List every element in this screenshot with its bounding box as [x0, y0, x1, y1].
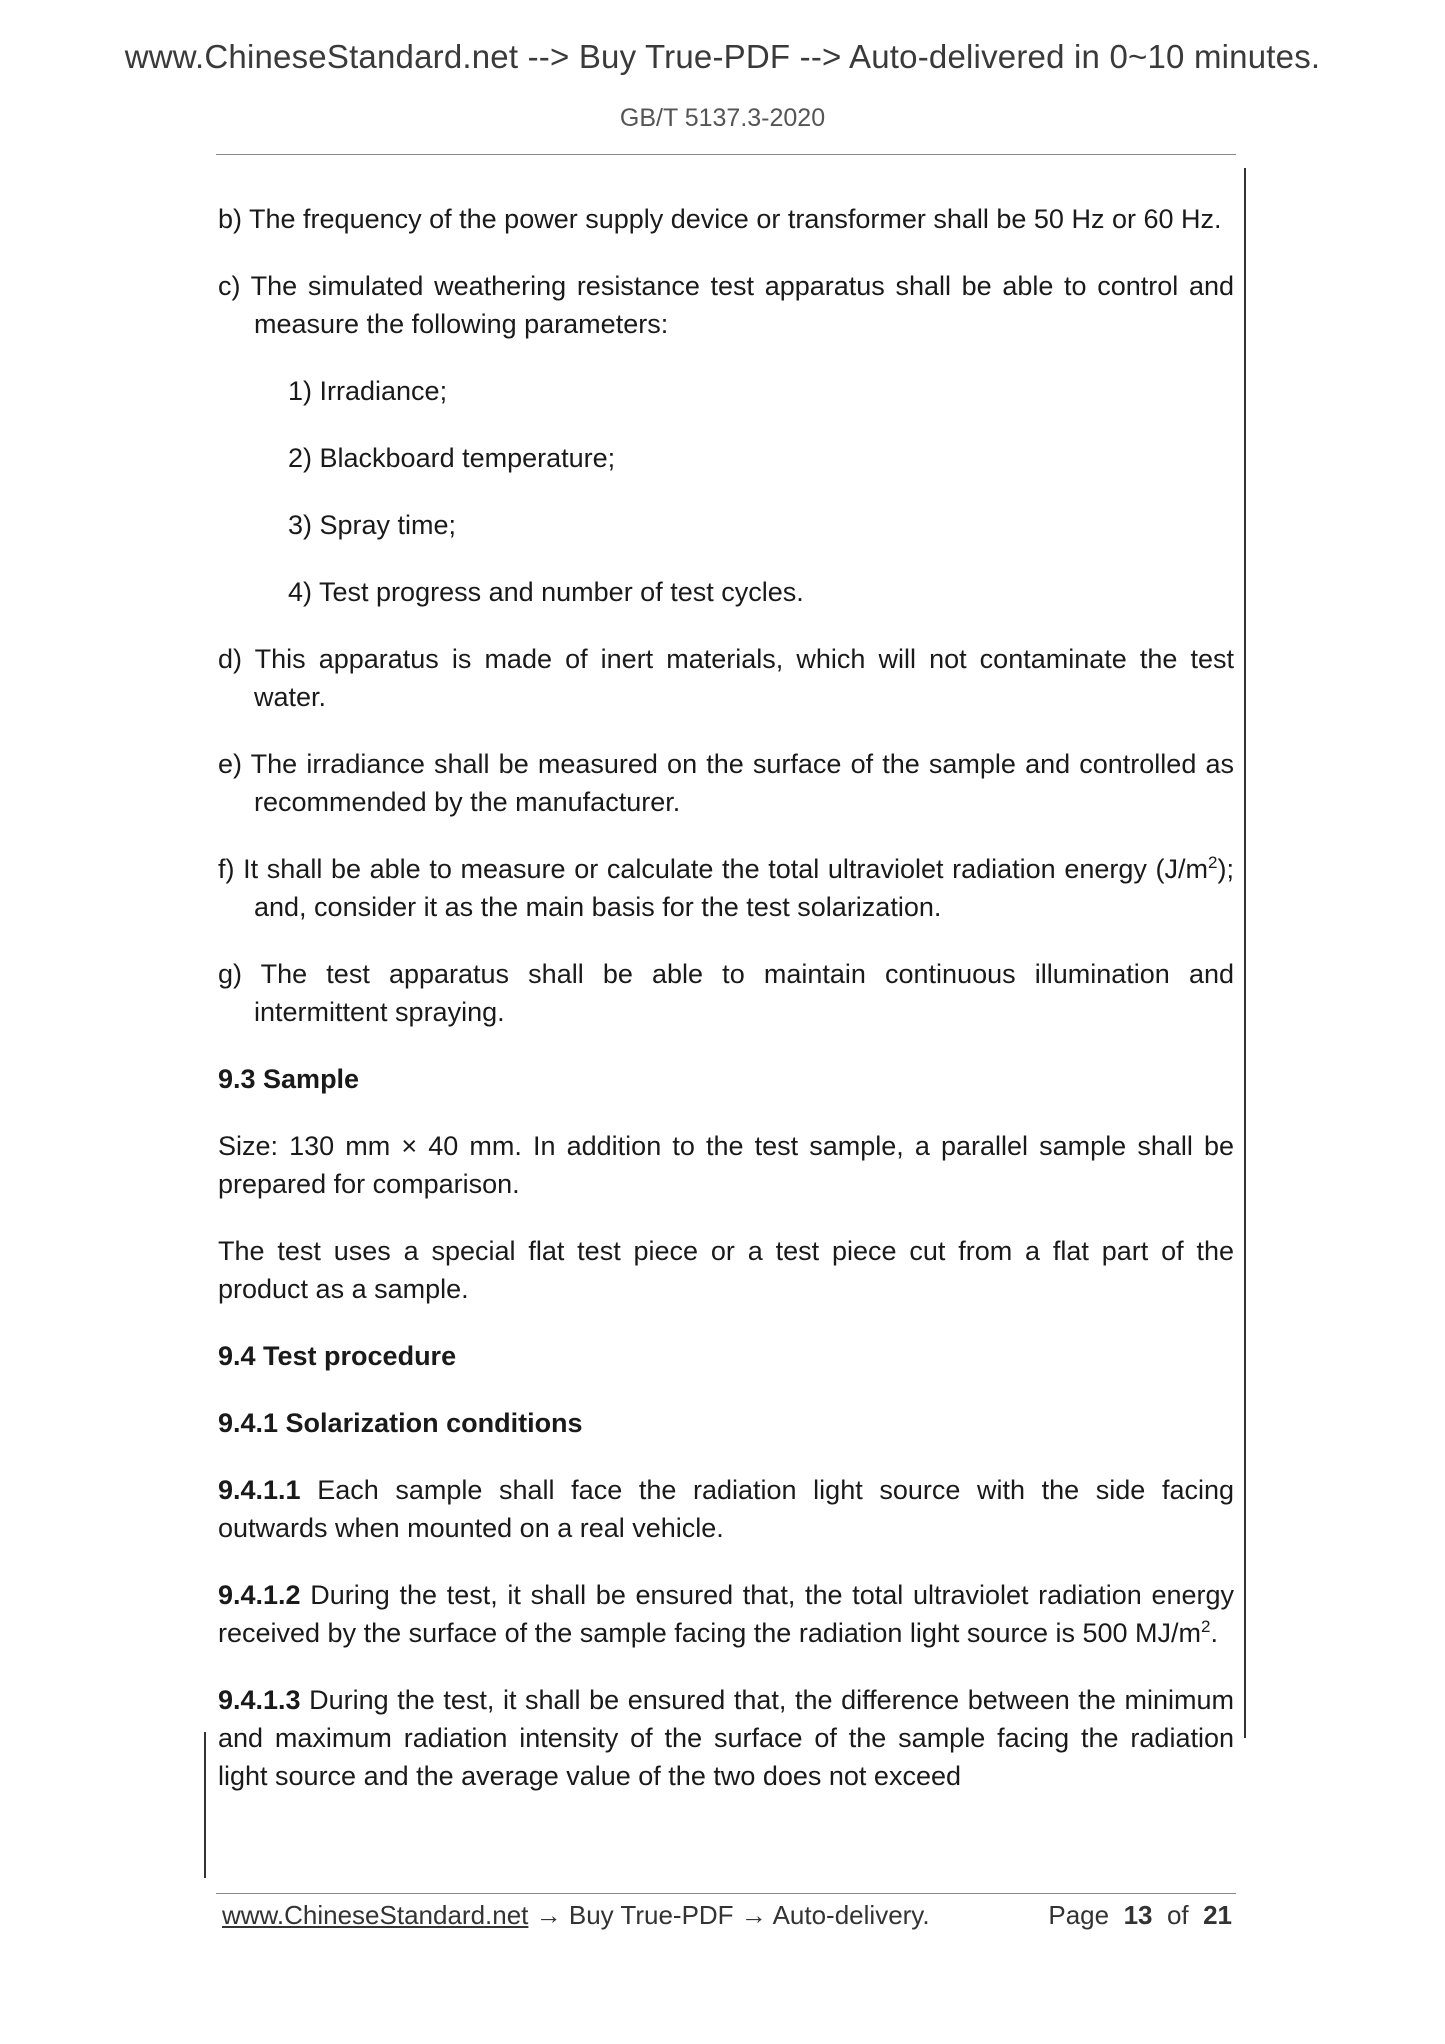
- clause-number: 9.4.1.2: [218, 1580, 301, 1610]
- clause-text: During the test, it shall be ensured that, the total ultraviolet radiation energy received by the surface of the sample facing the radiation light source is 500 MJ/m: [218, 1580, 1234, 1648]
- standard-number: GB/T 5137.3-2020: [619, 104, 826, 132]
- footer-buy-text: → Buy True-PDF → Auto-delivery.: [528, 1900, 930, 1930]
- list-item-d: d) This apparatus is made of inert materials, which will not contaminate the test water.: [218, 644, 1234, 712]
- heading-9-4-1: 9.4.1 Solarization conditions: [218, 1408, 583, 1438]
- clause-text: During the test, it shall be ensured that, the difference between the minimum and maximum radiation intensity of the surface of the sample facing the radiation light source and the average value of the two does not exceed: [218, 1685, 1234, 1791]
- item-f-text: f) It shall be able to measure or calculate the total ultraviolet radiation energy (J/m: [218, 854, 1209, 884]
- top-banner: www.ChineseStandard.net --> Buy True-PDF --> Auto-delivered in 0~10 minutes.: [124, 38, 1321, 75]
- list-item-c: c) The simulated weathering resistance test apparatus shall be able to control and measure the following parameters:: [218, 271, 1234, 339]
- sub-item-4: 4) Test progress and number of test cycles.: [288, 577, 804, 607]
- clause-text: Each sample shall face the radiation light source with the side facing outwards when mounted on a real vehicle.: [218, 1475, 1234, 1543]
- list-item-e: e) The irradiance shall be measured on the surface of the sample and controlled as recommended by the manufacturer.: [218, 749, 1234, 817]
- list-item-f: [218, 850, 1234, 926]
- page-body: [218, 200, 1234, 1824]
- footer-divider: [216, 1893, 1236, 1894]
- header-divider: [216, 154, 1236, 155]
- heading-9-3: 9.3 Sample: [218, 1064, 360, 1094]
- clause-superscript: 2: [1201, 1617, 1211, 1636]
- sub-item-1: 1) Irradiance;: [288, 376, 448, 406]
- page-total: 21: [1203, 1900, 1232, 1930]
- sub-item-3: 3) Spray time;: [288, 510, 457, 540]
- sub-item-2: 2) Blackboard temperature;: [288, 443, 616, 473]
- item-f-text-end: ); and, consider it as the main basis for the test solarization.: [254, 854, 1234, 922]
- footer-site-link[interactable]: www.ChineseStandard.net: [222, 1900, 529, 1930]
- clause-9-4-1-2: [218, 1576, 1234, 1652]
- clause-number: 9.4.1.3: [218, 1685, 301, 1715]
- clause-9-4-1-1: [218, 1471, 1234, 1547]
- change-bar-left: [204, 1732, 206, 1878]
- page-current: 13: [1123, 1900, 1153, 1930]
- heading-9-4: 9.4 Test procedure: [218, 1341, 457, 1371]
- clause-text-end: .: [1210, 1618, 1218, 1648]
- paragraph-flat-piece: The test uses a special flat test piece or a test piece cut from a flat part of the product as a sample.: [218, 1236, 1234, 1304]
- footer-left: [222, 1900, 930, 1931]
- clause-number: 9.4.1.1: [218, 1475, 301, 1505]
- list-item-b: b) The frequency of the power supply device or transformer shall be 50 Hz or 60 Hz.: [218, 204, 1222, 234]
- paragraph-size: Size: 130 mm × 40 mm. In addition to the test sample, a parallel sample shall be prepared for comparison.: [218, 1131, 1234, 1199]
- clause-9-4-1-3: [218, 1681, 1234, 1795]
- list-item-g: g) The test apparatus shall be able to maintain continuous illumination and intermittent spraying.: [218, 959, 1234, 1027]
- page-indicator: [1048, 1900, 1232, 1931]
- change-bar-right: [1244, 168, 1246, 1738]
- page-label: Page: [1048, 1900, 1110, 1930]
- page-of: of: [1166, 1900, 1189, 1930]
- item-f-superscript: 2: [1208, 853, 1218, 872]
